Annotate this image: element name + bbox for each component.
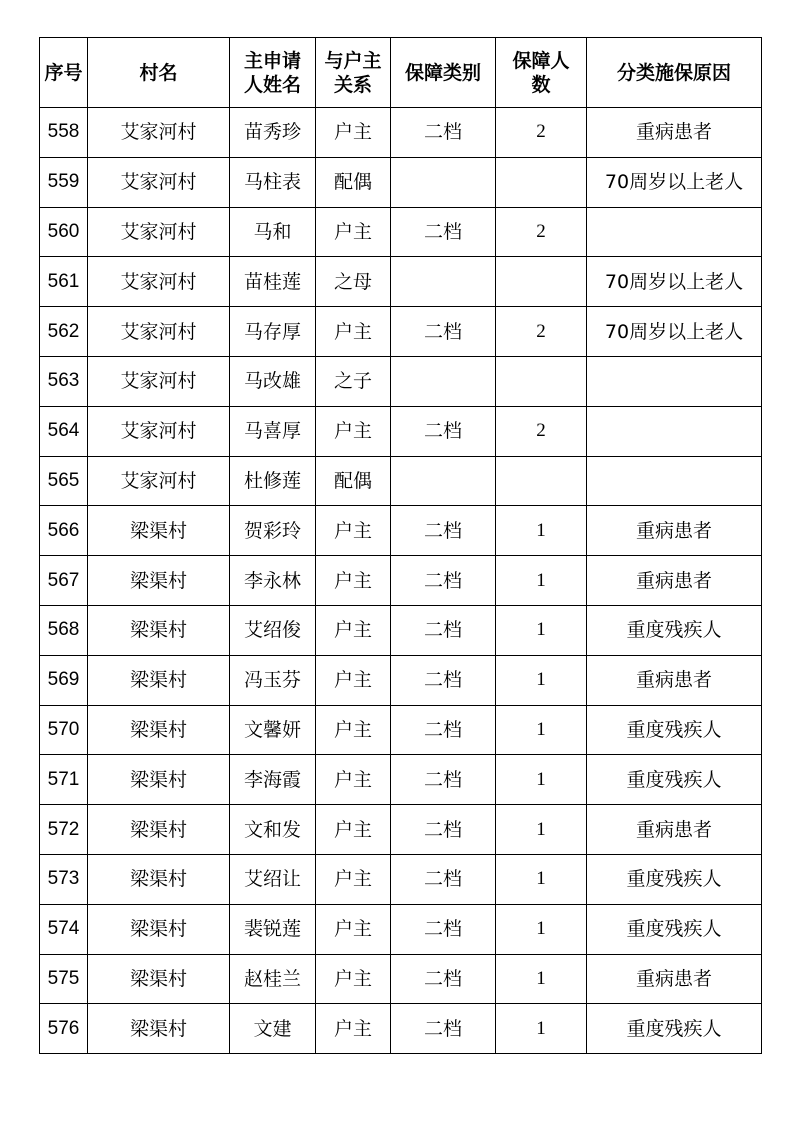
table-row xyxy=(40,257,762,307)
header-relation xyxy=(316,38,391,108)
cell-name: 艾绍让 xyxy=(230,854,316,904)
table-row xyxy=(40,108,762,158)
cell-count: 1 xyxy=(496,506,587,556)
cell-name: 贺彩玲 xyxy=(230,506,316,556)
cell-relation: 户主 xyxy=(316,506,391,556)
cell-category: 二档 xyxy=(391,854,496,904)
cell-category xyxy=(391,157,496,207)
cell-index: 570 xyxy=(40,705,88,755)
cell-reason: 重病患者 xyxy=(587,655,762,705)
cell-index: 568 xyxy=(40,605,88,655)
assistance-table xyxy=(39,37,762,1054)
cell-count: 1 xyxy=(496,805,587,855)
cell-reason: 重病患者 xyxy=(587,805,762,855)
cell-reason: 重病患者 xyxy=(587,954,762,1004)
cell-relation: 户主 xyxy=(316,854,391,904)
document-page xyxy=(39,37,762,1054)
cell-reason: 重度残疾人 xyxy=(587,705,762,755)
table-row xyxy=(40,904,762,954)
cell-relation: 户主 xyxy=(316,207,391,257)
cell-village: 梁渠村 xyxy=(88,1004,230,1054)
header-index: 序号 xyxy=(40,38,88,108)
cell-count: 1 xyxy=(496,904,587,954)
cell-reason xyxy=(587,406,762,456)
cell-count: 1 xyxy=(496,755,587,805)
cell-village: 艾家河村 xyxy=(88,207,230,257)
cell-village: 梁渠村 xyxy=(88,755,230,805)
cell-village: 梁渠村 xyxy=(88,904,230,954)
table-row xyxy=(40,1004,762,1054)
table-row xyxy=(40,705,762,755)
cell-name: 赵桂兰 xyxy=(230,954,316,1004)
table-row xyxy=(40,755,762,805)
cell-category: 二档 xyxy=(391,755,496,805)
cell-index: 559 xyxy=(40,157,88,207)
cell-reason xyxy=(587,207,762,257)
cell-count: 2 xyxy=(496,108,587,158)
cell-count xyxy=(496,157,587,207)
cell-index: 574 xyxy=(40,904,88,954)
cell-village: 梁渠村 xyxy=(88,954,230,1004)
cell-count: 2 xyxy=(496,207,587,257)
cell-village: 艾家河村 xyxy=(88,356,230,406)
header-count-line1: 保障人 xyxy=(512,49,570,72)
cell-category: 二档 xyxy=(391,207,496,257)
table-header-row xyxy=(40,38,762,108)
table-row xyxy=(40,805,762,855)
cell-index: 571 xyxy=(40,755,88,805)
cell-reason: 70周岁以上老人 xyxy=(587,157,762,207)
cell-name: 李海霞 xyxy=(230,755,316,805)
cell-name: 马喜厚 xyxy=(230,406,316,456)
cell-reason: 重度残疾人 xyxy=(587,605,762,655)
cell-reason: 重度残疾人 xyxy=(587,904,762,954)
cell-village: 艾家河村 xyxy=(88,406,230,456)
cell-count xyxy=(496,257,587,307)
cell-count: 2 xyxy=(496,307,587,357)
cell-count: 2 xyxy=(496,406,587,456)
cell-reason: 重度残疾人 xyxy=(587,755,762,805)
cell-index: 560 xyxy=(40,207,88,257)
cell-count xyxy=(496,356,587,406)
table-row xyxy=(40,356,762,406)
cell-index: 565 xyxy=(40,456,88,506)
cell-category: 二档 xyxy=(391,954,496,1004)
cell-count: 1 xyxy=(496,605,587,655)
cell-index: 563 xyxy=(40,356,88,406)
cell-relation: 户主 xyxy=(316,406,391,456)
header-reason: 分类施保原因 xyxy=(587,38,762,108)
cell-index: 575 xyxy=(40,954,88,1004)
cell-name: 文和发 xyxy=(230,805,316,855)
cell-category xyxy=(391,356,496,406)
cell-category: 二档 xyxy=(391,904,496,954)
cell-relation: 户主 xyxy=(316,954,391,1004)
table-row xyxy=(40,307,762,357)
cell-name: 李永林 xyxy=(230,556,316,606)
cell-category: 二档 xyxy=(391,406,496,456)
cell-relation: 之子 xyxy=(316,356,391,406)
cell-village: 梁渠村 xyxy=(88,556,230,606)
cell-category xyxy=(391,456,496,506)
cell-relation: 户主 xyxy=(316,307,391,357)
cell-index: 566 xyxy=(40,506,88,556)
table-row xyxy=(40,655,762,705)
cell-relation: 户主 xyxy=(316,755,391,805)
cell-relation: 户主 xyxy=(316,108,391,158)
cell-name: 苗桂莲 xyxy=(230,257,316,307)
cell-reason: 70周岁以上老人 xyxy=(587,257,762,307)
table-row xyxy=(40,406,762,456)
cell-name: 文建 xyxy=(230,1004,316,1054)
cell-category: 二档 xyxy=(391,655,496,705)
cell-reason xyxy=(587,456,762,506)
header-relation-line2: 关系 xyxy=(333,73,372,96)
cell-count: 1 xyxy=(496,854,587,904)
cell-reason: 重病患者 xyxy=(587,506,762,556)
header-count-line2: 数 xyxy=(531,73,551,96)
cell-relation: 之母 xyxy=(316,257,391,307)
cell-index: 562 xyxy=(40,307,88,357)
cell-category: 二档 xyxy=(391,556,496,606)
cell-village: 艾家河村 xyxy=(88,108,230,158)
header-count xyxy=(496,38,587,108)
cell-reason: 重度残疾人 xyxy=(587,1004,762,1054)
cell-count: 1 xyxy=(496,1004,587,1054)
table-row xyxy=(40,556,762,606)
cell-relation: 配偶 xyxy=(316,157,391,207)
cell-name: 冯玉芬 xyxy=(230,655,316,705)
cell-village: 梁渠村 xyxy=(88,854,230,904)
table-row xyxy=(40,157,762,207)
header-applicant-name xyxy=(230,38,316,108)
cell-name: 杜修莲 xyxy=(230,456,316,506)
cell-relation: 户主 xyxy=(316,1004,391,1054)
header-relation-line1: 与户主 xyxy=(324,49,382,72)
table-row xyxy=(40,854,762,904)
header-village: 村名 xyxy=(88,38,230,108)
cell-village: 梁渠村 xyxy=(88,605,230,655)
cell-index: 564 xyxy=(40,406,88,456)
cell-category: 二档 xyxy=(391,805,496,855)
cell-reason: 重病患者 xyxy=(587,556,762,606)
cell-category: 二档 xyxy=(391,705,496,755)
cell-index: 558 xyxy=(40,108,88,158)
cell-relation: 户主 xyxy=(316,605,391,655)
cell-relation: 配偶 xyxy=(316,456,391,506)
cell-village: 艾家河村 xyxy=(88,456,230,506)
cell-count: 1 xyxy=(496,655,587,705)
cell-reason xyxy=(587,356,762,406)
header-applicant-line2: 人姓名 xyxy=(243,73,301,96)
cell-count xyxy=(496,456,587,506)
cell-relation: 户主 xyxy=(316,556,391,606)
cell-category: 二档 xyxy=(391,506,496,556)
cell-name: 马改雄 xyxy=(230,356,316,406)
cell-village: 艾家河村 xyxy=(88,157,230,207)
cell-reason: 70周岁以上老人 xyxy=(587,307,762,357)
cell-index: 561 xyxy=(40,257,88,307)
cell-name: 苗秀珍 xyxy=(230,108,316,158)
cell-count: 1 xyxy=(496,954,587,1004)
table-row xyxy=(40,605,762,655)
cell-name: 马和 xyxy=(230,207,316,257)
cell-village: 艾家河村 xyxy=(88,257,230,307)
cell-category: 二档 xyxy=(391,1004,496,1054)
cell-count: 1 xyxy=(496,705,587,755)
cell-index: 569 xyxy=(40,655,88,705)
cell-index: 573 xyxy=(40,854,88,904)
cell-index: 576 xyxy=(40,1004,88,1054)
cell-relation: 户主 xyxy=(316,705,391,755)
cell-count: 1 xyxy=(496,556,587,606)
cell-category xyxy=(391,257,496,307)
table-row xyxy=(40,456,762,506)
table-row xyxy=(40,954,762,1004)
cell-village: 艾家河村 xyxy=(88,307,230,357)
cell-village: 梁渠村 xyxy=(88,506,230,556)
header-category: 保障类别 xyxy=(391,38,496,108)
cell-name: 艾绍俊 xyxy=(230,605,316,655)
cell-name: 马存厚 xyxy=(230,307,316,357)
cell-reason: 重病患者 xyxy=(587,108,762,158)
header-applicant-line1: 主申请 xyxy=(243,49,301,72)
cell-relation: 户主 xyxy=(316,655,391,705)
cell-village: 梁渠村 xyxy=(88,705,230,755)
cell-village: 梁渠村 xyxy=(88,805,230,855)
cell-relation: 户主 xyxy=(316,904,391,954)
cell-name: 马柱表 xyxy=(230,157,316,207)
cell-relation: 户主 xyxy=(316,805,391,855)
cell-category: 二档 xyxy=(391,605,496,655)
cell-village: 梁渠村 xyxy=(88,655,230,705)
table-row xyxy=(40,207,762,257)
cell-name: 裴锐莲 xyxy=(230,904,316,954)
cell-category: 二档 xyxy=(391,108,496,158)
cell-index: 567 xyxy=(40,556,88,606)
cell-reason: 重度残疾人 xyxy=(587,854,762,904)
cell-name: 文馨妍 xyxy=(230,705,316,755)
cell-category: 二档 xyxy=(391,307,496,357)
cell-index: 572 xyxy=(40,805,88,855)
table-row xyxy=(40,506,762,556)
